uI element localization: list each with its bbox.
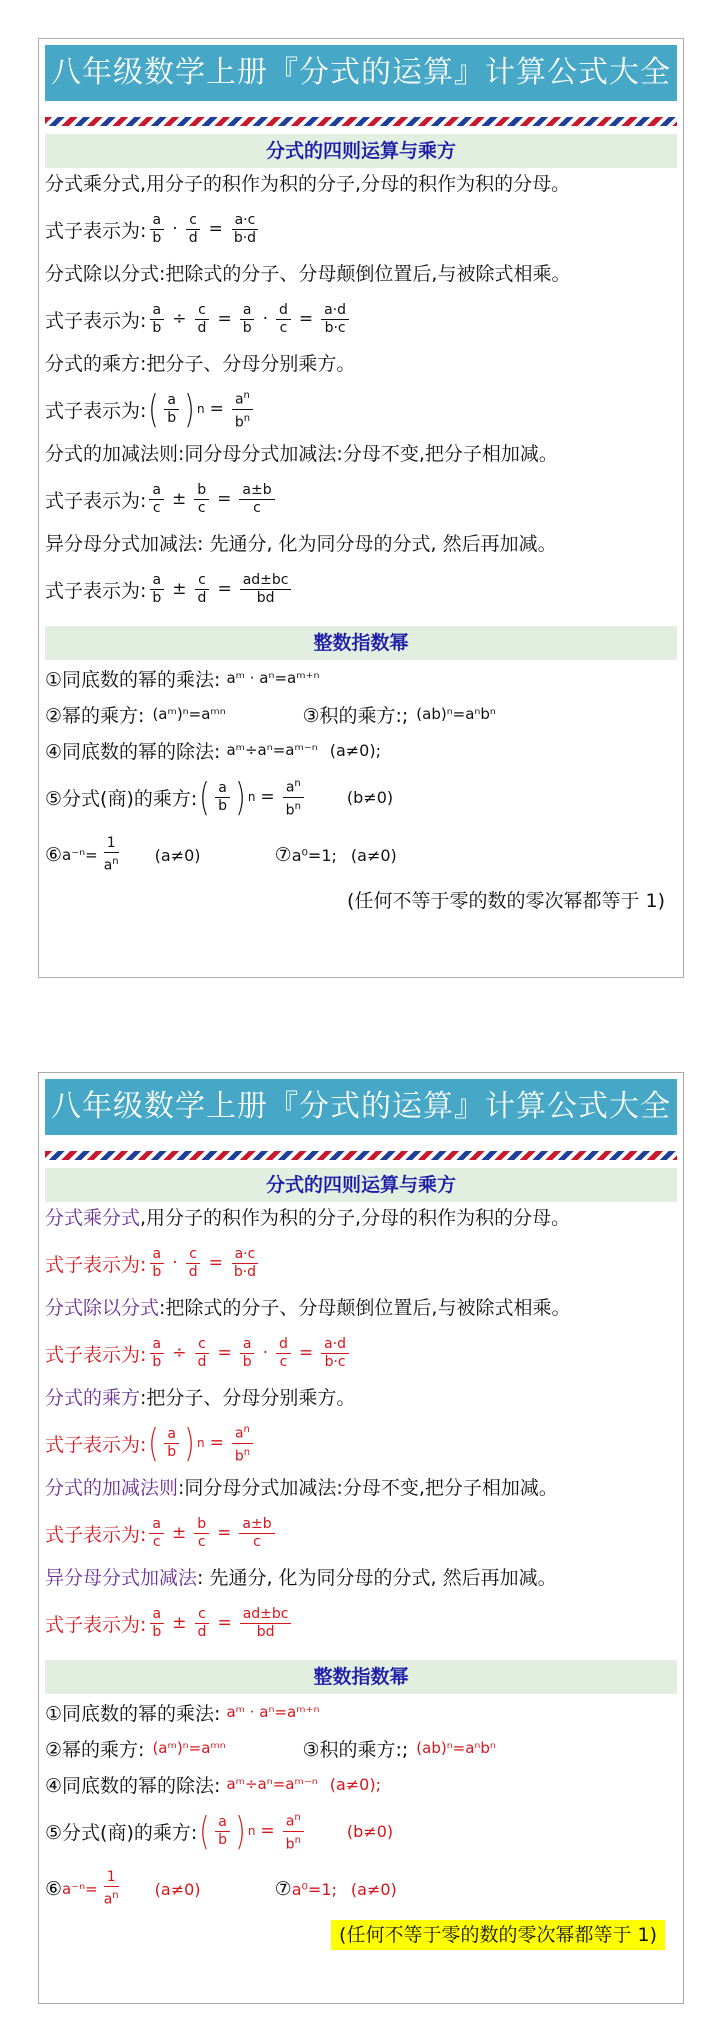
page-title: 八年级数学上册『分式的运算』计算公式大全 — [45, 45, 677, 101]
rule-text: 分式乘分式,用分子的积作为积的分子,分母的积作为积的分母。 — [45, 1207, 571, 1229]
section-header: 整数指数幂 — [45, 626, 677, 660]
power-rule-5: ⑤分式(商)的乘方: ( $\frac{a}{b}$ ) n = $\frac{a^n}{b^n}$ (b≠0) — [45, 775, 394, 819]
power-rule-2-3: ②幂的乘方: (aᵐ)ⁿ=aᵐⁿ ③积的乘方:; (ab)ⁿ=aⁿbⁿ — [45, 1738, 496, 1761]
formula-add-diff: 式子表示为: $\frac{a}{b}$ ± $\frac{c}{d}$ = $\frac{ad\pm bc}{bd}$ — [45, 1594, 683, 1652]
rule-text: 分式的乘方:把分子、分母分别乘方。 — [45, 353, 356, 375]
rule-text: 分式除以分式:把除式的分子、分母颠倒位置后,与被除式相乘。 — [45, 1297, 571, 1319]
rule-text: 分式的乘方:把分子、分母分别乘方。 — [45, 1387, 356, 1409]
section-header: 分式的四则运算与乘方 — [45, 134, 677, 168]
power-rule-5: ⑤分式(商)的乘方: ( $\frac{a}{b}$ ) n = $\frac{a^n}{b^n}$ (b≠0) — [45, 1809, 394, 1853]
formula-add-same: 式子表示为: $\frac{a}{c}$ ± $\frac{b}{c}$ = $\frac{a\pm b}{c}$ — [45, 470, 683, 528]
rule-text: 异分母分式加减法: 先通分, 化为同分母的分式, 然后再加减。 — [45, 533, 557, 555]
formula-multiply: 式子表示为: $\frac{a}{b}$ · $\frac{c}{d}$ = $\frac{a\cdot c}{b\cdot d}$ — [45, 1234, 683, 1292]
rule-text: 分式除以分式:把除式的分子、分母颠倒位置后,与被除式相乘。 — [45, 263, 571, 285]
power-rule-2-3: ②幂的乘方: (aᵐ)ⁿ=aᵐⁿ ③积的乘方:; (ab)ⁿ=aⁿbⁿ — [45, 704, 496, 727]
decorative-stripe — [45, 117, 677, 126]
zero-power-note: (任何不等于零的数的零次幂都等于 1) — [347, 890, 665, 912]
formula-add-same: 式子表示为: $\frac{a}{c}$ ± $\frac{b}{c}$ = $\frac{a\pm b}{c}$ — [45, 1504, 683, 1562]
formula-card-colored — [38, 1072, 684, 2004]
rule-text: 分式的加减法则:同分母分式加减法:分母不变,把分子相加减。 — [45, 1477, 558, 1499]
formula-add-diff: 式子表示为: $\frac{a}{b}$ ± $\frac{c}{d}$ = $\frac{ad\pm bc}{bd}$ — [45, 560, 683, 618]
power-rule-6-7: ⑥ a⁻ⁿ= $\frac{1}{a^n}$ (a≠0) ⑦ a⁰=1; (a≠0) — [45, 835, 397, 874]
formula-multiply: 式子表示为: $\frac{a}{b}$ · $\frac{c}{d}$ = $\frac{a\cdot c}{b\cdot d}$ — [45, 200, 683, 258]
formula-power: 式子表示为: ( $\frac{a}{b}$ ) n = $\frac{a^n}{b^n}$ — [45, 380, 683, 438]
power-rule-4: ④同底数的幂的除法: aᵐ÷aⁿ=aᵐ⁻ⁿ (a≠0); — [45, 740, 381, 763]
rule-text: 异分母分式加减法: 先通分, 化为同分母的分式, 然后再加减。 — [45, 1567, 557, 1589]
decorative-stripe — [45, 1151, 677, 1160]
power-rule-4: ④同底数的幂的除法: aᵐ÷aⁿ=aᵐ⁻ⁿ (a≠0); — [45, 1774, 381, 1797]
power-rule-6-7: ⑥ a⁻ⁿ= $\frac{1}{a^n}$ (a≠0) ⑦ a⁰=1; (a≠0) — [45, 1869, 397, 1908]
formula-card-plain — [38, 38, 684, 978]
rule-text: 分式乘分式,用分子的积作为积的分子,分母的积作为积的分母。 — [45, 173, 571, 195]
section-header: 分式的四则运算与乘方 — [45, 1168, 677, 1202]
power-rule-1: ①同底数的幂的乘法: aᵐ · aⁿ=aᵐ⁺ⁿ — [45, 668, 320, 691]
zero-power-note: (任何不等于零的数的零次幂都等于 1) — [39, 1918, 665, 1952]
formula-divide: 式子表示为: $\frac{a}{b}$ ÷ $\frac{c}{d}$ = $\frac{a}{b}$ · $\frac{d}{c}$ = $\frac{a\cdot d}{b\cdot c}$ — [45, 290, 683, 348]
rule-text: 分式的加减法则:同分母分式加减法:分母不变,把分子相加减。 — [45, 443, 558, 465]
formula-divide: 式子表示为: $\frac{a}{b}$ ÷ $\frac{c}{d}$ = $\frac{a}{b}$ · $\frac{d}{c}$ = $\frac{a\cdot d}{b\cdot c}$ — [45, 1324, 683, 1382]
formula-power: 式子表示为: ( $\frac{a}{b}$ ) n = $\frac{a^n}{b^n}$ — [45, 1414, 683, 1472]
power-rule-1: ①同底数的幂的乘法: aᵐ · aⁿ=aᵐ⁺ⁿ — [45, 1702, 320, 1725]
section-header: 整数指数幂 — [45, 1660, 677, 1694]
page-title: 八年级数学上册『分式的运算』计算公式大全 — [45, 1079, 677, 1135]
